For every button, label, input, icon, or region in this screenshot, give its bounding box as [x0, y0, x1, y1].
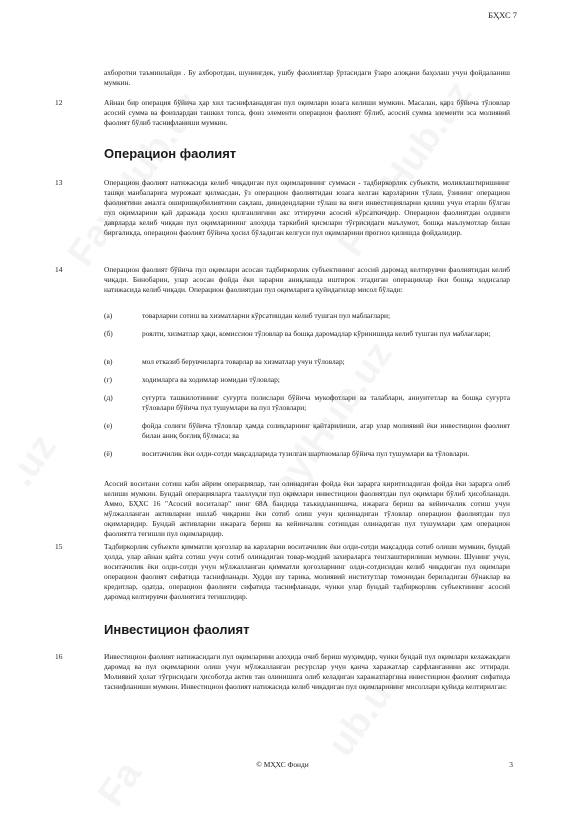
paragraph-number: 14 — [55, 265, 63, 274]
paragraph-number: 12 — [55, 98, 63, 107]
section-heading-investing: Инвестицион фаолият — [104, 622, 250, 637]
list-item-label: (ё) — [104, 449, 113, 458]
paragraph-16: Инвестицион фаолият натижасидаги пул оқимларини алоҳида очиб бериш муҳимдир, чунки бундай пул оқимлари келажакдаги даромад ва пул оқимларини олиш учун мўлжалланган ресурслар учун қанча харажатлар сарфланганини акс эттиради. Молиявий ҳолат тўғрисидаги ҳисоботда актив тан олинишига олиб келадиган харажатларгина инвестицион фаолият сифатида таснифланиши мумкин. Инвестицион фаолият натижасида келиб чиқадиган пул оқимларининг мисоллари қуйида келтирилган: — [104, 652, 510, 691]
section-heading-operating: Операцион фаолият — [104, 146, 237, 161]
paragraph-12: Айнан бир операция бўйича ҳар хил таснифланадиган пул оқимлари юзага келиши мумкин. Масалан, қарз бўйича тўловлар асосий сумма ва фоизлардан ташкил топса, фоиз элементи операцион фаолият бўлиб, асосий сумма элементи эса молиявий фаолият бўлиб таснифланиши мумкин. — [104, 98, 510, 127]
paragraph-number: 16 — [55, 652, 63, 661]
paragraph-15: Тадбиркорлик субъекти қимматли қоғозлар ва карзларни воситачилик ёки олди-сотди мақсадида сотиб олиши мумкин, бундай ҳолда, улар айнан қайта сотиш учун сотиб олинадиган товар-моддий захираларга тенглаштирилиши мумкин. Шунинг учун, воситачилик ёки олди-сотди учун мўлжалланган қимматли қоғозларнинг олди-сотдисидан келиб чиқадиган пул оқимлари операцион фаолият сифатида таснифланади. Худди шу тарика, молиявий институтлар томонидан бериладиган бўнаклар ва кредитлар, одатда, операцион фаолияти сифатида таснифланади, чунки улар бундай тадбиркорлик субъектининг асосий даромад келтирувчи фаолиятига тегишлидир. — [104, 542, 510, 601]
intro-paragraph: ахборотни таъминлайди . Бу ахборотдан, шунингдек, ушбу фаолиятлар ўртасидаги ўзаро алоқани баҳолаш учун фойдаланиш мумкин. — [104, 68, 510, 87]
list-item-label: (д) — [104, 393, 113, 402]
list-item: роялти, хизматлар ҳақи, комиссион тўловлар ва бошқа даромадлар кўринишида келиб тушган пул маблағлари; — [142, 329, 491, 338]
list-item-label: (б) — [104, 329, 113, 338]
list-item-label: (в) — [104, 357, 113, 366]
list-item-label: (г) — [104, 375, 112, 384]
paragraph-14: Операцион фаолият бўйича пул оқимлари асосан тадбиркорлик субъектининг асосий даромад келтирувчи фаолиятидан келиб чиқади. Бинобарин, улар асосан фойда ёки зарарни аниқлашда иштирок этадиган операциялар ёки бошқа ходисалар натижасида келиб чиқади. Операцион фаолиятдан пул оқимларига қуйидагилар мисол бўлади: — [104, 265, 510, 294]
watermark — [0, 427, 65, 495]
list-item: ходимларга ва ходимлар номидан тўловлар; — [142, 375, 280, 384]
paragraph-number: 13 — [55, 178, 63, 187]
paragraph-14-continued: Асосий воситани сотиш каби айрим операциялар, тан олинадиган фойда ёки зарарга киритиладиган фойда ёки зарарга олиб келиши мумкин. Бундай операцияларга тааллуқли пул оқимлари инвестицион фаолиятдан пул оқимлари бўлиб ҳисобланади. Аммо, БҲХС 16 "Асосий воситалар" нинг 68А бандида таъкидланишича, ижарага бериш ва кейинчалик сотиш учун мўлжалланган активларни ишлаб чиқариш ёки сотиб олиш учун қилинадиган тўловлар операцион фаолиятдан пул оқимларидир. Бундай активларни ижарага бериш ва кейинчалик сотишдан олинадиган пул тушумлари ҳам операцион фаолиятга тегишли пул оқимларидир. — [104, 479, 510, 538]
footer-copyright: © МҲХС Фонди — [256, 760, 309, 769]
list-item-label: (а) — [104, 311, 113, 320]
list-item: суғурта ташкилотининг суғурта полислари бўйича мукофотлари ва талаблари, аннуитетлар ва бошқа суғурта тўловлари бўйича пул тушумлари ва пул тўловлари; — [142, 393, 510, 412]
list-item-label: (е) — [104, 421, 113, 430]
paragraph-number: 15 — [55, 542, 63, 551]
paragraph-13: Операцион фаолият натижасида келиб чиқадиган пул оқимларининг суммаси - тадбиркорлик субъекти, молиялаштиришнинг ташқи манбаларига мурожаат қилмасдан, ўз операцион фаолиятидан юзага келган карзларини тўлаш, ўзининг операцион фаолиятини амалга оширишқобилиятини сақлаш, дивидендларни тўлаш ва янги инвестицияларни қилиш учун етарли бўлган пул оқимларини қай даражада ҳосил қилганлигини акс эттирувчи асосий кўрсаткичдир. Операцион фаолиятдан олдинги даврларда келиб чиққан пул оқимларининг алоҳида таркибий қисмлари тўғрисидаги маълумот, бошқа маълумотлар билан биргаликда, операцион фаолият бўйича ҳосил бўладиган келгуси пул оқимларини прогноз қилишда фойдалидир. — [104, 178, 510, 237]
list-item: мол етказиб берувчиларга товарлар ва хизматлар учун тўловлар; — [142, 357, 345, 366]
list-item: товарларни сотиш ва хизматларни кўрсатишдан келиб тушган пул маблағлари; — [142, 311, 391, 320]
list-item: воситачилик ёки олди-сотди мақсадларида тузилган шартномалар бўйича пул тушумлари ва тўловлари. — [142, 449, 470, 458]
list-item: фойда солиғи бўйича тўловлар ҳамда солиқларнинг қайтарилиши, агар улар молиявий ёки инвестицион фаолият билан аниқ боғлиқ бўлмаса; ва — [142, 421, 510, 440]
document-code: БҲХС 7 — [488, 10, 517, 20]
page-number: 3 — [509, 760, 513, 769]
